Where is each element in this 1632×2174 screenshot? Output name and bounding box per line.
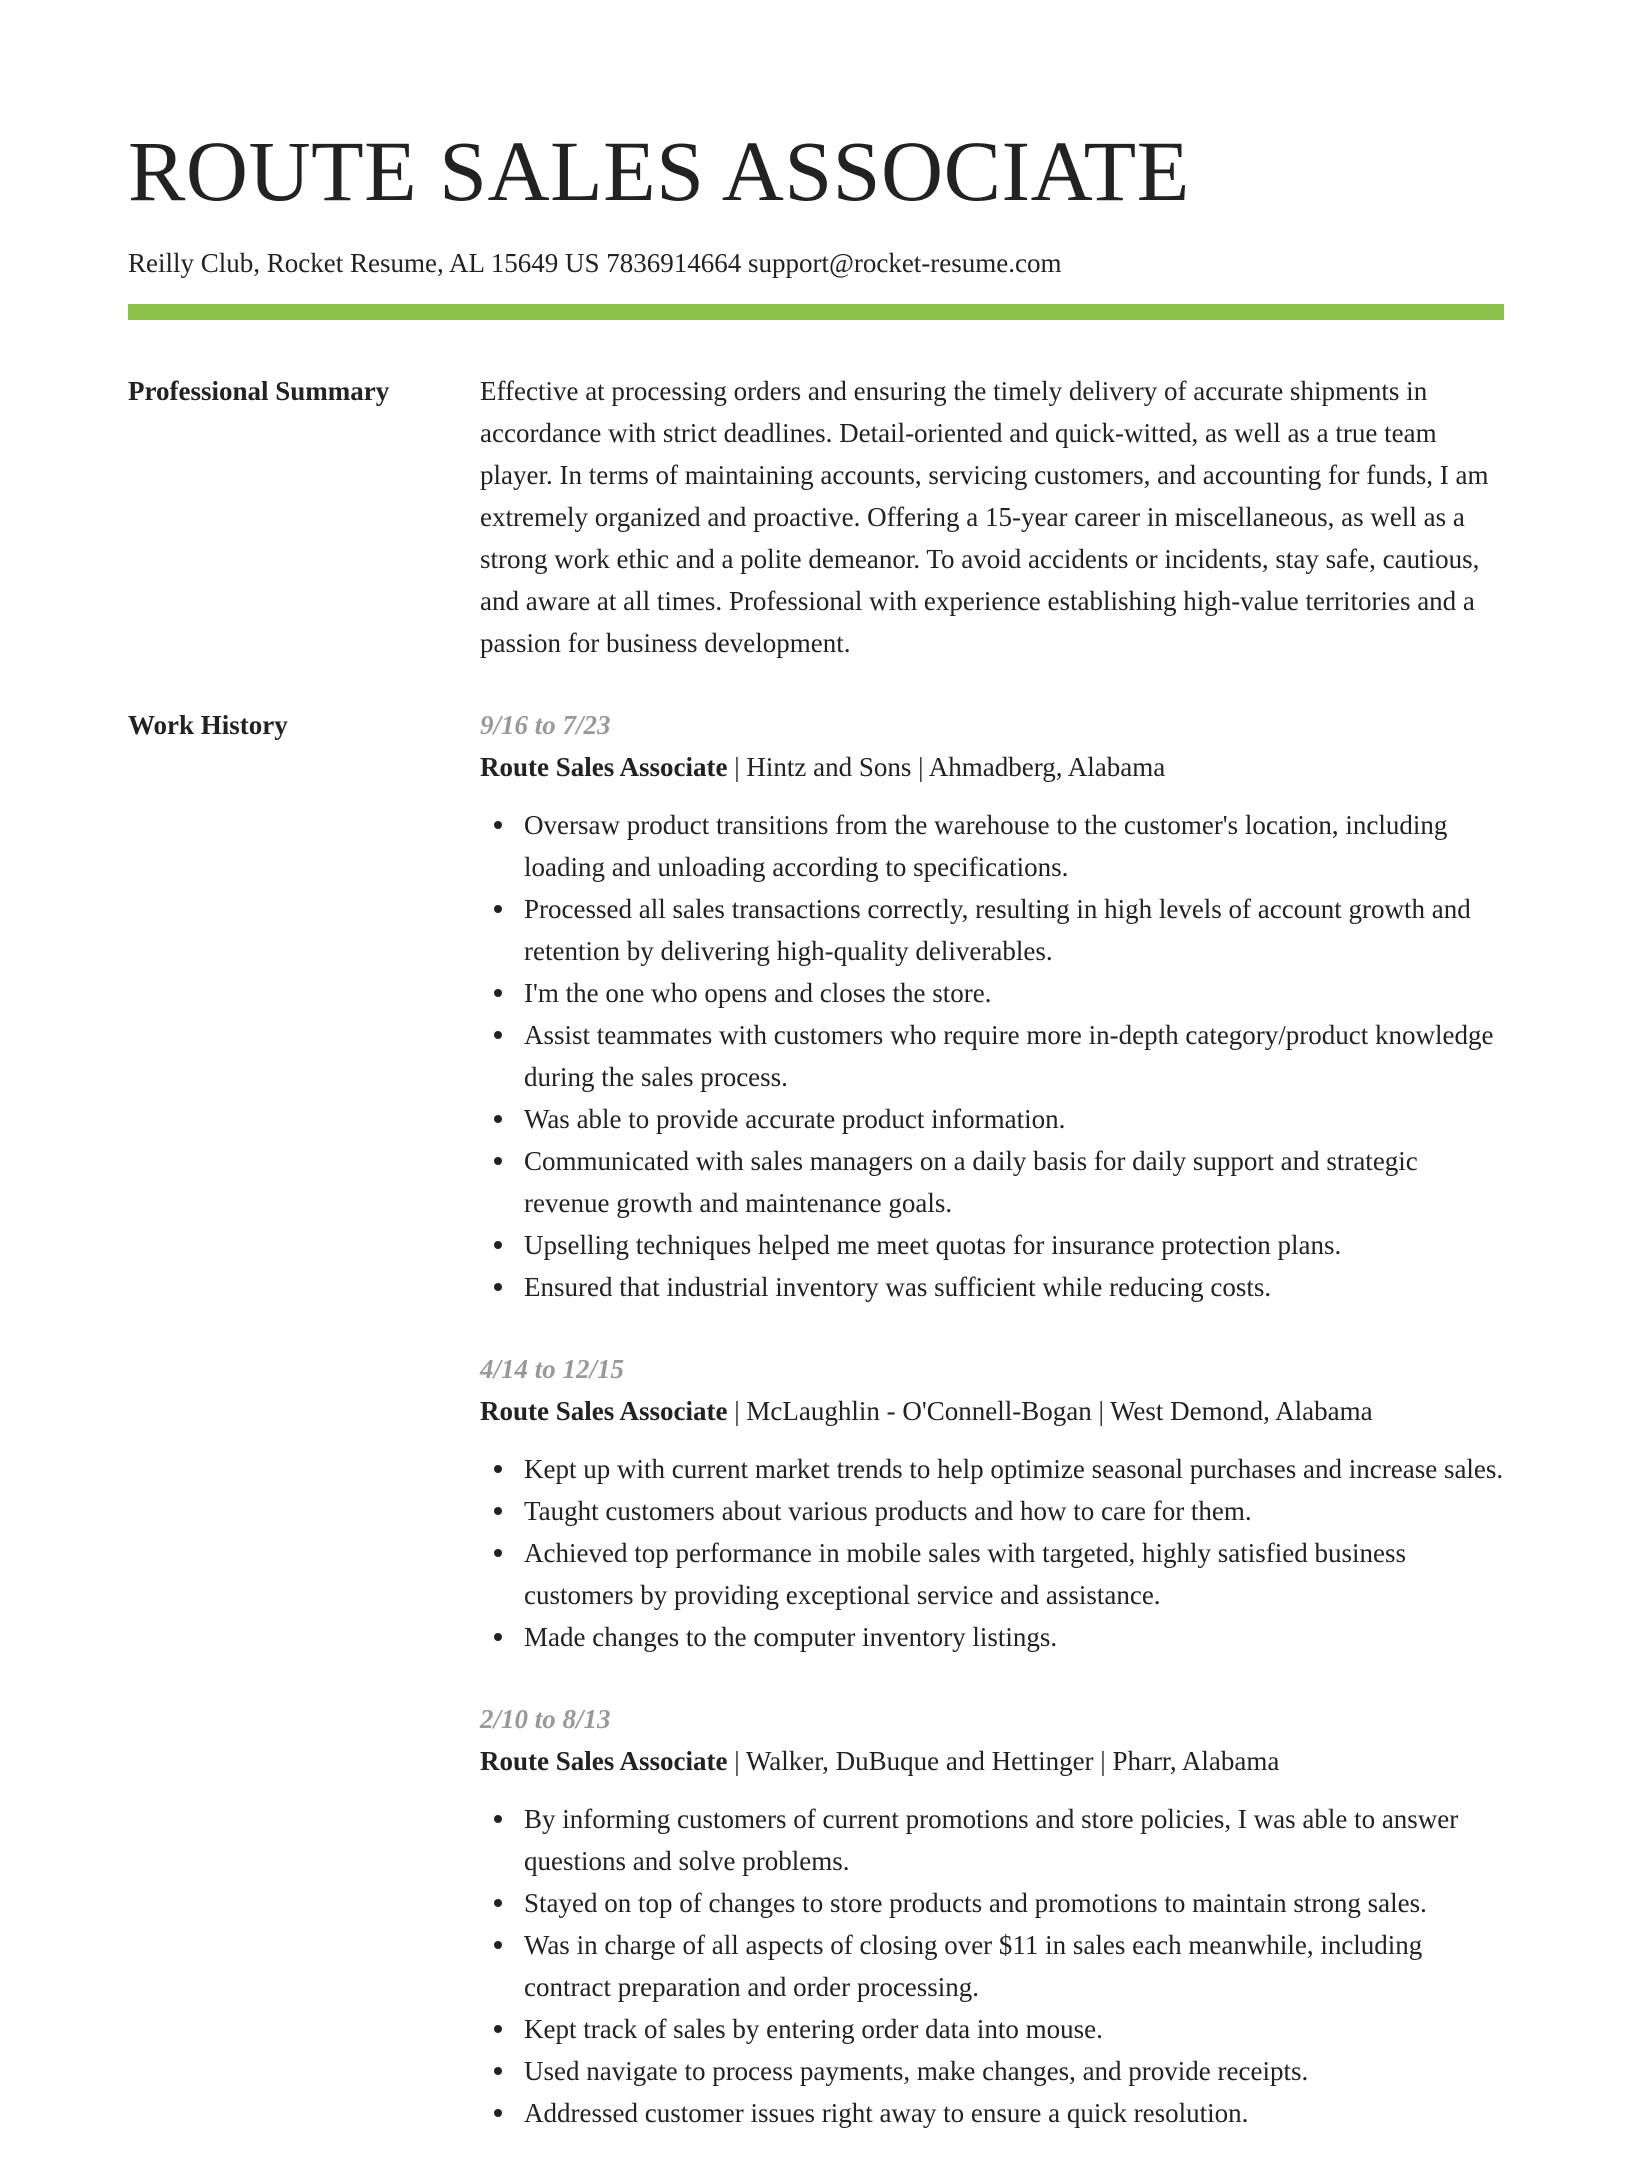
list-item (480, 2050, 1504, 2092)
bullet-icon (494, 1941, 502, 1949)
bullet-icon (494, 1815, 502, 1823)
list-item-text: Addressed customer issues right away to ensure a quick resolution. (524, 2098, 1249, 2128)
bullet-icon (494, 1899, 502, 1907)
bullet-icon (494, 2025, 502, 2033)
list-item (480, 1490, 1504, 1532)
list-item (480, 1014, 1504, 1098)
job-bullet-list (480, 1798, 1504, 2134)
list-item-text: I'm the one who opens and closes the store. (524, 978, 992, 1008)
work-history-list (480, 704, 1504, 2174)
list-item (480, 1448, 1504, 1490)
list-item (480, 1882, 1504, 1924)
bullet-icon (494, 905, 502, 913)
job-bullet-list (480, 1448, 1504, 1658)
job-title: Route Sales Associate (480, 1746, 728, 1776)
job-company-location: | Hintz and Sons | Ahmadberg, Alabama (727, 752, 1166, 782)
list-item-text: Was in charge of all aspects of closing over $11 in sales each meanwhile, including contract preparation and order processing. (524, 1930, 1423, 2002)
list-item (480, 1798, 1504, 1882)
list-item (480, 1616, 1504, 1658)
bullet-icon (494, 1115, 502, 1123)
list-item-text: Stayed on top of changes to store products and promotions to maintain strong sales. (524, 1888, 1427, 1918)
list-item-text: Achieved top performance in mobile sales with targeted, highly satisfied business customers by providing exceptional service and assistance. (524, 1538, 1407, 1610)
bullet-icon (494, 1507, 502, 1515)
list-item (480, 1924, 1504, 2008)
contact-line: Reilly Club, Rocket Resume, AL 15649 US 7836914664 support@rocket-resume.com (128, 248, 1062, 278)
job-title: Route Sales Associate (480, 1396, 728, 1426)
list-item-text: Taught customers about various products and how to care for them. (524, 1496, 1252, 1526)
job-entry (480, 1348, 1504, 1658)
bullet-icon (494, 1283, 502, 1291)
bullet-icon (494, 1633, 502, 1641)
job-company-location: | McLaughlin - O'Connell-Bogan | West Demond, Alabama (727, 1396, 1373, 1426)
job-heading (480, 746, 1504, 788)
list-item-text: Processed all sales transactions correctly, resulting in high levels of account growth and retention by delivering high-quality deliverables. (524, 894, 1471, 966)
resume-title: ROUTE SALES ASSOCIATE (128, 123, 1190, 219)
bullet-icon (494, 1549, 502, 1557)
list-item (480, 1224, 1504, 1266)
list-item (480, 972, 1504, 1014)
list-item (480, 2092, 1504, 2134)
bullet-icon (494, 2109, 502, 2117)
job-company-location: | Walker, DuBuque and Hettinger | Pharr, Alabama (727, 1746, 1280, 1776)
list-item (480, 2008, 1504, 2050)
header-divider (128, 304, 1504, 320)
resume-page (128, 0, 1504, 2174)
job-bullet-list (480, 804, 1504, 1308)
section-label: Professional Summary (128, 376, 390, 406)
list-item (480, 804, 1504, 888)
list-item-text: Kept up with current market trends to help optimize seasonal purchases and increase sales. (524, 1454, 1504, 1484)
list-item (480, 1266, 1504, 1308)
bullet-icon (494, 1241, 502, 1249)
list-item-text: Kept track of sales by entering order data into mouse. (524, 2014, 1103, 2044)
list-item-text: Used navigate to process payments, make changes, and provide receipts. (524, 2056, 1309, 2086)
job-entry (480, 1698, 1504, 2134)
list-item-text: Ensured that industrial inventory was sufficient while reducing costs. (524, 1272, 1272, 1302)
professional-summary-section (128, 370, 1504, 664)
list-item-text: Was able to provide accurate product information. (524, 1104, 1066, 1134)
job-dates: 2/10 to 8/13 (480, 1704, 611, 1734)
bullet-icon (494, 1157, 502, 1165)
list-item (480, 1532, 1504, 1616)
bullet-icon (494, 989, 502, 997)
list-item (480, 1140, 1504, 1224)
section-label: Work History (128, 710, 288, 740)
list-item (480, 888, 1504, 972)
list-item-text: Communicated with sales managers on a daily basis for daily support and strategic revenue growth and maintenance goals. (524, 1146, 1418, 1218)
list-item (480, 1098, 1504, 1140)
job-entry (480, 704, 1504, 1308)
section-body (480, 370, 1504, 664)
list-item-text: Made changes to the computer inventory listings. (524, 1622, 1058, 1652)
job-heading (480, 1390, 1504, 1432)
list-item-text: By informing customers of current promotions and store policies, I was able to answer questions and solve problems. (524, 1804, 1459, 1876)
bullet-icon (494, 1465, 502, 1473)
bullet-icon (494, 2067, 502, 2075)
list-item-text: Upselling techniques helped me meet quotas for insurance protection plans. (524, 1230, 1342, 1260)
work-history-section (128, 704, 1504, 2174)
job-heading (480, 1740, 1504, 1782)
job-dates: 4/14 to 12/15 (480, 1354, 625, 1384)
job-title: Route Sales Associate (480, 752, 728, 782)
bullet-icon (494, 1031, 502, 1039)
list-item-text: Oversaw product transitions from the warehouse to the customer's location, including loading and unloading according to specifications. (524, 810, 1448, 882)
summary-text: Effective at processing orders and ensuring the timely delivery of accurate shipments in accordance with strict deadlines. Detail-oriented and quick-witted, as well as a true team player. In terms of maintaining accounts, servicing customers, and accounting for funds, I am extremely organized and proactive. Offering a 15-year career in miscellaneous, as well as a strong work ethic and a polite demeanor. To avoid accidents or incidents, stay safe, cautious, and aware at all times. Professional with experience establishing high-value territories and a passion for business development. (480, 376, 1489, 658)
bullet-icon (494, 821, 502, 829)
list-item-text: Assist teammates with customers who require more in-depth category/product knowledge during the sales process. (524, 1020, 1494, 1092)
job-dates: 9/16 to 7/23 (480, 710, 611, 740)
